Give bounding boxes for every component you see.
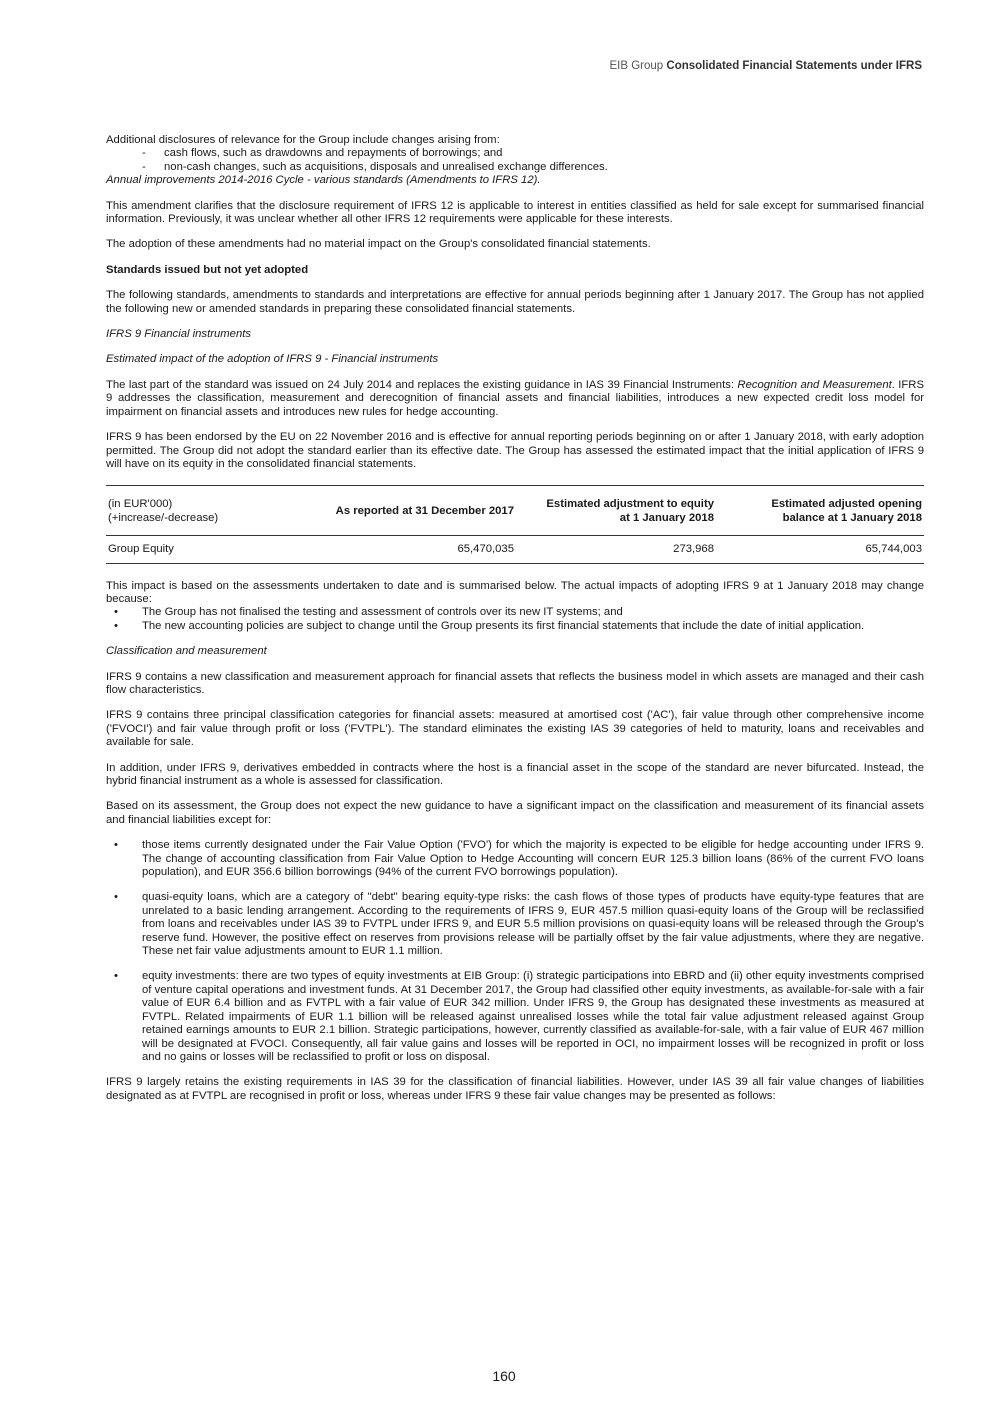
list-item: • quasi-equity loans, which are a category of "debt" bearing equity-type risks: the cash flows of those types of products have equity-type features that are unrelated to a basic lending arrangement. According to the requirements of IFRS 9, EUR 457.5 million quasi-equity loans of the Group will be reclassified from loans and receivables under IAS 39 to FVTPL under IFRS 9, and EUR 5.5 million provisions on quasi-equity loans will be released through the Group's reserve fund. However, the positive effect on reserves from provisions release will be partially offset by the fair value adjustments, where they are negative. These net fair value adjustments amount to EUR 1.1 million.	[106, 891, 924, 958]
last-part-paragraph	[106, 379, 924, 419]
table-header-units	[106, 486, 300, 536]
adjusted-header-line2: balance at 1 January 2018	[782, 511, 922, 524]
list-item: - non-cash changes, such as acquisitions, disposals and unrealised exchange differences.	[106, 161, 924, 174]
new-classification-paragraph: IFRS 9 contains a new classification and measurement approach for financial assets that reflects the business model in which assets are managed and their cash flow characteristics.	[106, 670, 924, 696]
standards-heading: Standards issued but not yet adopted	[106, 263, 309, 276]
last-part-text-c: . IFRS 9 addresses the classification, measurement and derecognition of financial assets and financial liabilities, introduces a new expected credit loss model for impairment on financial assets and introduces new rules for hedge accounting.	[106, 378, 925, 418]
endorsed-paragraph: IFRS 9 has been endorsed by the EU on 22 November 2016 and is effective for annual reporting periods beginning on or after 1 January 2018, with early adoption permitted. The Group did not adopt the standard earlier than its effective date. The Group has assessed the estimated impact that the initial application of IFRS 9 will have on its equity in the consolidated financial statements.	[106, 431, 924, 470]
list-item: • those items currently designated under the Fair Value Option ('FVO') for which the majority is expected to be eligible for hedge accounting under IFRS 9. The change of accounting classification from Fair Value Option to Hedge Accounting will concern EUR 125.3 billion loans (86% of the current FVO loans population), and EUR 356.6 billion borrowings (94% of the current FVO borrowings population).	[106, 839, 924, 879]
estimated-impact-subheading: Estimated impact of the adoption of IFRS 9 - Financial instruments	[106, 353, 439, 366]
classification-subheading: Classification and measurement	[106, 645, 267, 658]
adjustment-header-line2: at 1 January 2018	[619, 511, 714, 524]
adjusted-header-line1: Estimated adjusted opening	[771, 498, 922, 511]
ifrs9-subheading: IFRS 9 Financial instruments	[106, 328, 252, 341]
adoption-paragraph: The adoption of these amendments had no material impact on the Group's consolidated financial statements.	[106, 238, 651, 251]
following-paragraph: The following standards, amendments to standards and interpretations are effective for annual periods beginning after 1 January 2017. The Group has not applied the following new or amended standards in preparing these consolidated financial statements.	[106, 289, 924, 315]
assessment-paragraph: Based on its assessment, the Group does not expect the new guidance to have a significant impact on the classification and measurement of its financial assets and financial liabilities except for:	[106, 800, 924, 826]
sign-label: (+increase/-decrease)	[108, 511, 219, 524]
header-prefix: EIB Group	[609, 60, 664, 72]
derivatives-paragraph: In addition, under IFRS 9, derivatives embedded in contracts where the host is a financial asset in the scope of the standard are never bifurcated. Instead, the hybrid financial instrument as a whole is assessed for classification.	[106, 761, 924, 787]
table-header-adjusted	[716, 486, 924, 536]
last-part-text-a: The last part of the standard was issued on 24 July 2014 and replaces the existing guidance in IAS 39 Financial Instruments:	[106, 378, 738, 391]
adjustment-header-line1: Estimated adjustment to equity	[546, 498, 714, 511]
equity-impact-table	[106, 485, 924, 563]
adjustment-value: 273,968	[516, 536, 716, 563]
intro-list	[106, 147, 924, 174]
ifrs12-paragraph: This amendment clarifies that the disclosure requirement of IFRS 12 is applicable to interest in entities classified as held for sale except for summarised financial information. Previously, it was unclear whether all other IFRS 12 requirements were applicable for these interests.	[106, 199, 924, 226]
page-number: 160	[492, 1368, 516, 1384]
list-item: • The new accounting policies are subject to change until the Group presents its first financial statements that include the date of initial application.	[106, 620, 924, 633]
table-header-reported: As reported at 31 December 2017	[300, 486, 516, 536]
list-item: • equity investments: there are two types of equity investments at EIB Group: (i) strategic participations into EBRD and (ii) other equity investments comprised of venture capital operations and investment funds. At 31 December 2017, the Group had classified other equity investments, as available-for-sale with a fair value of EUR 6.4 billion and as FVTPL with a fair value of EUR 342 million. Under IFRS 9, the Group has designated these investments as measured at FVTPL. Related impairments of EUR 1.1 billion will be released against unrealised losses while the total fair value adjustment released against Group retained earnings amounts to EUR 2.1 billion. Strategic participations, however, currently classified as available-for-sale, with a fair value of EUR 467 million will be designated at FVOCI. Consequently, all fair value gains and losses will be reported in OCI, no impairment losses will be recognized in profit or loss and no gains or losses will be reclassified to profit or loss on disposal.	[106, 970, 924, 1064]
list-item: - cash flows, such as drawdowns and repayments of borrowings; and	[106, 147, 924, 160]
assessment-list	[106, 839, 924, 1064]
amendments-title: Annual improvements 2014-2016 Cycle - various standards (Amendments to IFRS 12).	[106, 174, 541, 187]
page-body	[106, 134, 924, 1103]
impact-paragraph: This impact is based on the assessments undertaken to date and is summarised below. The actual impacts of adopting IFRS 9 at 1 January 2018 may change because:	[106, 579, 924, 605]
header-title: Consolidated Financial Statements under IFRS	[666, 60, 922, 72]
last-part-text-b: Recognition and Measurement	[737, 378, 892, 391]
impact-list	[106, 606, 924, 633]
reported-value: 65,470,035	[300, 536, 516, 563]
units-label: (in EUR'000)	[108, 498, 173, 511]
table-header-adjustment	[516, 486, 716, 536]
table-row	[106, 536, 924, 563]
page-header	[609, 60, 922, 72]
three-categories-paragraph: IFRS 9 contains three principal classification categories for financial assets: measured at amortised cost ('AC'), fair value through other comprehensive income ('FVOCI') and fair value through profit or loss ('FVTPL'). The standard eliminates the existing IAS 39 categories of held to maturity, loans and receivables and available for sale.	[106, 709, 924, 749]
adjusted-value: 65,744,003	[716, 536, 924, 563]
list-item: • The Group has not finalised the testing and assessment of controls over its new IT systems; and	[106, 606, 924, 619]
liabilities-paragraph: IFRS 9 largely retains the existing requirements in IAS 39 for the classification of financial liabilities. However, under IAS 39 all fair value changes of liabilities designated as at FVTPL are recognised in profit or loss, whereas under IFRS 9 these fair value changes may be presented as follows:	[106, 1076, 924, 1102]
intro-lead: Additional disclosures of relevance for the Group include changes arising from:	[106, 134, 500, 146]
row-label: Group Equity	[106, 536, 300, 563]
